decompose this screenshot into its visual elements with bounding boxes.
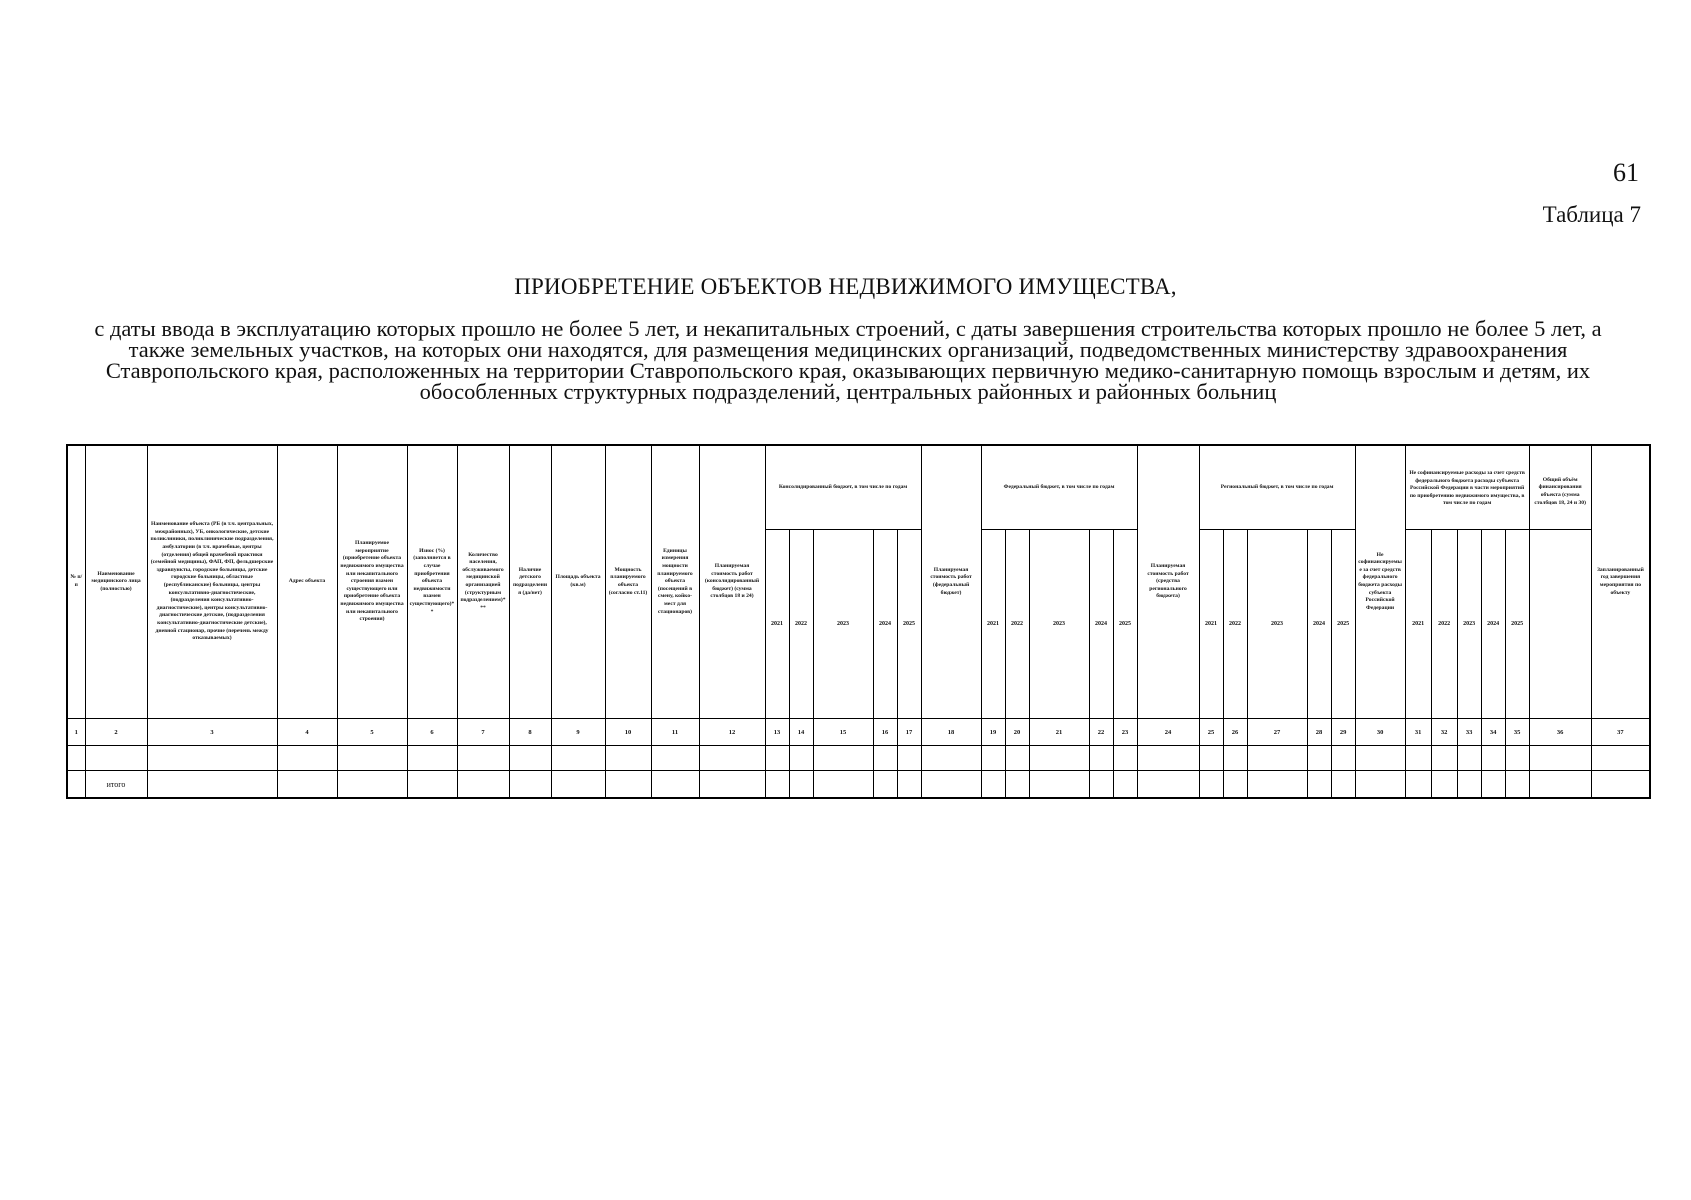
total-cell — [1199, 771, 1223, 799]
header-row-number: № п/п — [67, 445, 85, 719]
empty-cell — [1505, 746, 1529, 771]
total-cell — [1505, 771, 1529, 799]
header-non-cofinanced: Не софинансируемые за счет средств федерального бюджета расходы субъекта Российской Федерации — [1355, 445, 1405, 719]
header-completion-year: Запланированный год завершения мероприятия по объекту — [1591, 445, 1650, 719]
total-cell — [337, 771, 407, 799]
total-cell — [1457, 771, 1481, 799]
total-cell — [765, 771, 789, 799]
year-non-cofinanced-2024: 2024 — [1481, 530, 1505, 719]
header-group-regional: Региональный бюджет, в том числе по годам — [1199, 445, 1355, 530]
total-cell — [1405, 771, 1431, 799]
year-consolidated-2021: 2021 — [765, 530, 789, 719]
header-planned-cost-consolidated: Планируемая стоимость работ (консолидированный бюджет) (сумма столбцов 18 и 24) — [699, 445, 765, 719]
empty-cell — [1029, 746, 1089, 771]
empty-cell — [1113, 746, 1137, 771]
header-row-groups — [67, 445, 1650, 530]
column-number-cell: 36 — [1529, 719, 1591, 746]
column-number-cell: 2 — [85, 719, 147, 746]
column-number-cell: 34 — [1481, 719, 1505, 746]
column-number-cell: 24 — [1137, 719, 1199, 746]
column-number-cell: 23 — [1113, 719, 1137, 746]
column-number-cell: 13 — [765, 719, 789, 746]
empty-cell — [337, 746, 407, 771]
column-number-cell: 29 — [1331, 719, 1355, 746]
empty-cell — [509, 746, 551, 771]
total-cell — [1113, 771, 1137, 799]
column-number-cell: 32 — [1431, 719, 1457, 746]
empty-cell — [1307, 746, 1331, 771]
year-federal-2022: 2022 — [1005, 530, 1029, 719]
column-number-cell: 16 — [873, 719, 897, 746]
empty-cell — [1431, 746, 1457, 771]
column-number-cell: 21 — [1029, 719, 1089, 746]
total-cell — [1431, 771, 1457, 799]
header-group-federal: Федеральный бюджет, в том числе по годам — [981, 445, 1137, 530]
column-number-cell: 5 — [337, 719, 407, 746]
empty-cell — [897, 746, 921, 771]
total-cell — [651, 771, 699, 799]
empty-cell — [277, 746, 337, 771]
empty-cell — [1481, 746, 1505, 771]
header-planned-cost-regional: Планируемая стоимость работ (средства регионального бюджета) — [1137, 445, 1199, 719]
total-cell — [509, 771, 551, 799]
column-number-row — [67, 719, 1650, 746]
total-cell — [1247, 771, 1307, 799]
acquisition-table — [66, 444, 1651, 799]
total-cell — [699, 771, 765, 799]
header-group-consolidated: Консолидированный бюджет, в том числе по годам — [765, 445, 921, 530]
total-cell — [1029, 771, 1089, 799]
total-cell — [897, 771, 921, 799]
empty-data-row — [67, 746, 1650, 771]
column-number-cell: 28 — [1307, 719, 1331, 746]
year-regional-2021: 2021 — [1199, 530, 1223, 719]
empty-cell — [1223, 746, 1247, 771]
empty-cell — [1005, 746, 1029, 771]
empty-cell — [789, 746, 813, 771]
empty-cell — [551, 746, 605, 771]
empty-cell — [699, 746, 765, 771]
year-federal-2025: 2025 — [1113, 530, 1137, 719]
empty-cell — [1331, 746, 1355, 771]
empty-cell — [1591, 746, 1650, 771]
total-cell — [67, 771, 85, 799]
total-cell — [981, 771, 1005, 799]
total-cell — [277, 771, 337, 799]
document-subtitle: с даты ввода в эксплуатацию которых прошло не более 5 лет, и некапитальных строений, с даты завершения строительства которых прошло не более 5 лет, а также земельных участков, на которых они находятся, для размещения медицинских организаций, подведомственных министерству здравоохранения Ставропольского края, расположенных на территории Ставропольского края, оказывающих первичную медико-санитарную помощь взрослым и детям, их обособленных структурных подразделений, центральных районных и районных больниц — [94, 316, 1602, 404]
empty-cell — [1199, 746, 1223, 771]
page-number: 61 — [1613, 158, 1639, 187]
total-cell — [147, 771, 277, 799]
empty-cell — [1089, 746, 1113, 771]
empty-cell — [1529, 746, 1591, 771]
total-cell — [1331, 771, 1355, 799]
column-number-cell: 35 — [1505, 719, 1529, 746]
year-consolidated-2025: 2025 — [897, 530, 921, 719]
empty-cell — [981, 746, 1005, 771]
header-capacity-units: Единицы измерения мощности планируемого объекта (посещений в смену, койко-мест для стационаров) — [651, 445, 699, 719]
year-consolidated-2023: 2023 — [813, 530, 873, 719]
column-number-cell: 1 — [67, 719, 85, 746]
empty-cell — [457, 746, 509, 771]
year-federal-2024: 2024 — [1089, 530, 1113, 719]
total-cell — [407, 771, 457, 799]
empty-cell — [651, 746, 699, 771]
header-wear: Износ (%) (заполняется в случае приобретения объекта недвижимости взамен существующего)** — [407, 445, 457, 719]
column-number-cell: 19 — [981, 719, 1005, 746]
header-org-name: Наименование медицинского лица (полностью) — [85, 445, 147, 719]
column-number-cell: 27 — [1247, 719, 1307, 746]
empty-cell — [1137, 746, 1199, 771]
total-cell — [813, 771, 873, 799]
column-number-cell: 20 — [1005, 719, 1029, 746]
year-non-cofinanced-2023: 2023 — [1457, 530, 1481, 719]
empty-cell — [1247, 746, 1307, 771]
total-cell — [1005, 771, 1029, 799]
total-cell — [551, 771, 605, 799]
year-regional-2023: 2023 — [1247, 530, 1307, 719]
header-capacity: Мощность планируемого объекта (согласно ст.11) — [605, 445, 651, 719]
total-cell — [1355, 771, 1405, 799]
column-number-cell: 30 — [1355, 719, 1405, 746]
empty-cell — [147, 746, 277, 771]
header-area: Площадь объекта (кв.м) — [551, 445, 605, 719]
column-number-cell: 9 — [551, 719, 605, 746]
header-object-name: Наименование объекта (РБ (в т.ч. центральных, межрайонных), УБ, онкологические, детские поликлиники, поликлинические подразделения, амбулатории (в т.ч. врачебные, центры (отделения) общей врачебной практики (семейной медицины), ФАП, ФП, фельдшерские здравпункты, городские больницы, детские городские больницы, областные (республиканские) больницы, центры консультативно-диагностические, (подразделения консультативно-диагностические), центры консультативно-диагностические детские, (подразделения консультативно-диагностические детские), дневной стационар, прочие (перечень между отказываемых) — [147, 445, 277, 719]
header-planned-cost-federal: Планируемая стоимость работ (федеральный бюджет) — [921, 445, 981, 719]
empty-cell — [85, 746, 147, 771]
column-number-cell: 31 — [1405, 719, 1431, 746]
column-number-cell: 22 — [1089, 719, 1113, 746]
total-cell — [1137, 771, 1199, 799]
column-number-cell: 10 — [605, 719, 651, 746]
header-address: Адрес объекта — [277, 445, 337, 719]
empty-cell — [1355, 746, 1405, 771]
column-number-cell: 12 — [699, 719, 765, 746]
total-cell — [1089, 771, 1113, 799]
year-consolidated-2024: 2024 — [873, 530, 897, 719]
total-financing-empty-cell — [1529, 530, 1591, 719]
total-label: итого — [85, 771, 147, 799]
empty-cell — [67, 746, 85, 771]
empty-cell — [765, 746, 789, 771]
column-number-cell: 4 — [277, 719, 337, 746]
total-cell — [1591, 771, 1650, 799]
column-number-cell: 18 — [921, 719, 981, 746]
column-number-cell: 14 — [789, 719, 813, 746]
total-row — [67, 771, 1650, 799]
total-cell — [457, 771, 509, 799]
acquisition-table-container — [66, 444, 1644, 799]
column-number-cell: 15 — [813, 719, 873, 746]
document-title: ПРИОБРЕТЕНИЕ ОБЪЕКТОВ НЕДВИЖИМОГО ИМУЩЕСТВА, — [514, 274, 1177, 299]
year-non-cofinanced-2025: 2025 — [1505, 530, 1529, 719]
empty-cell — [605, 746, 651, 771]
total-cell — [605, 771, 651, 799]
table-label: Таблица 7 — [1542, 202, 1641, 227]
column-number-cell: 26 — [1223, 719, 1247, 746]
empty-cell — [921, 746, 981, 771]
column-number-cell: 33 — [1457, 719, 1481, 746]
total-cell — [789, 771, 813, 799]
column-number-cell: 7 — [457, 719, 509, 746]
total-cell — [1481, 771, 1505, 799]
empty-cell — [873, 746, 897, 771]
year-federal-2023: 2023 — [1029, 530, 1089, 719]
total-cell — [873, 771, 897, 799]
total-cell — [1223, 771, 1247, 799]
empty-cell — [813, 746, 873, 771]
column-number-cell: 6 — [407, 719, 457, 746]
year-regional-2025: 2025 — [1331, 530, 1355, 719]
empty-cell — [407, 746, 457, 771]
header-planned-action: Планируемое мероприятие (приобретение объекта недвижимого имущества или некапитального строения взамен существующего или приобретение объекта недвижимого имущества или некапитального строения) — [337, 445, 407, 719]
year-non-cofinanced-2022: 2022 — [1431, 530, 1457, 719]
column-number-cell: 3 — [147, 719, 277, 746]
year-non-cofinanced-2021: 2021 — [1405, 530, 1431, 719]
column-number-cell: 25 — [1199, 719, 1223, 746]
year-federal-2021: 2021 — [981, 530, 1005, 719]
empty-cell — [1457, 746, 1481, 771]
column-number-cell: 8 — [509, 719, 551, 746]
column-number-cell: 37 — [1591, 719, 1650, 746]
year-regional-2022: 2022 — [1223, 530, 1247, 719]
total-cell — [1307, 771, 1331, 799]
total-cell — [1529, 771, 1591, 799]
header-population: Количество населения, обслуживаемого медицинской организацией (структурным подразделением)*** — [457, 445, 509, 719]
year-consolidated-2022: 2022 — [789, 530, 813, 719]
header-children-unit: Наличие детского подразделения (да/нет) — [509, 445, 551, 719]
header-total-financing: Общий объём финансирования объекта (сумма столбцов 18, 24 и 30) — [1529, 445, 1591, 530]
column-number-cell: 11 — [651, 719, 699, 746]
total-cell — [921, 771, 981, 799]
year-regional-2024: 2024 — [1307, 530, 1331, 719]
header-group-non-cofinanced: Не софинансируемые расходы за счет средств федерального бюджета расходы субъекта Российской Федерации в части мероприятий по приобретению недвижимого имущества, в том числе по годам — [1405, 445, 1529, 530]
column-number-cell: 17 — [897, 719, 921, 746]
empty-cell — [1405, 746, 1431, 771]
